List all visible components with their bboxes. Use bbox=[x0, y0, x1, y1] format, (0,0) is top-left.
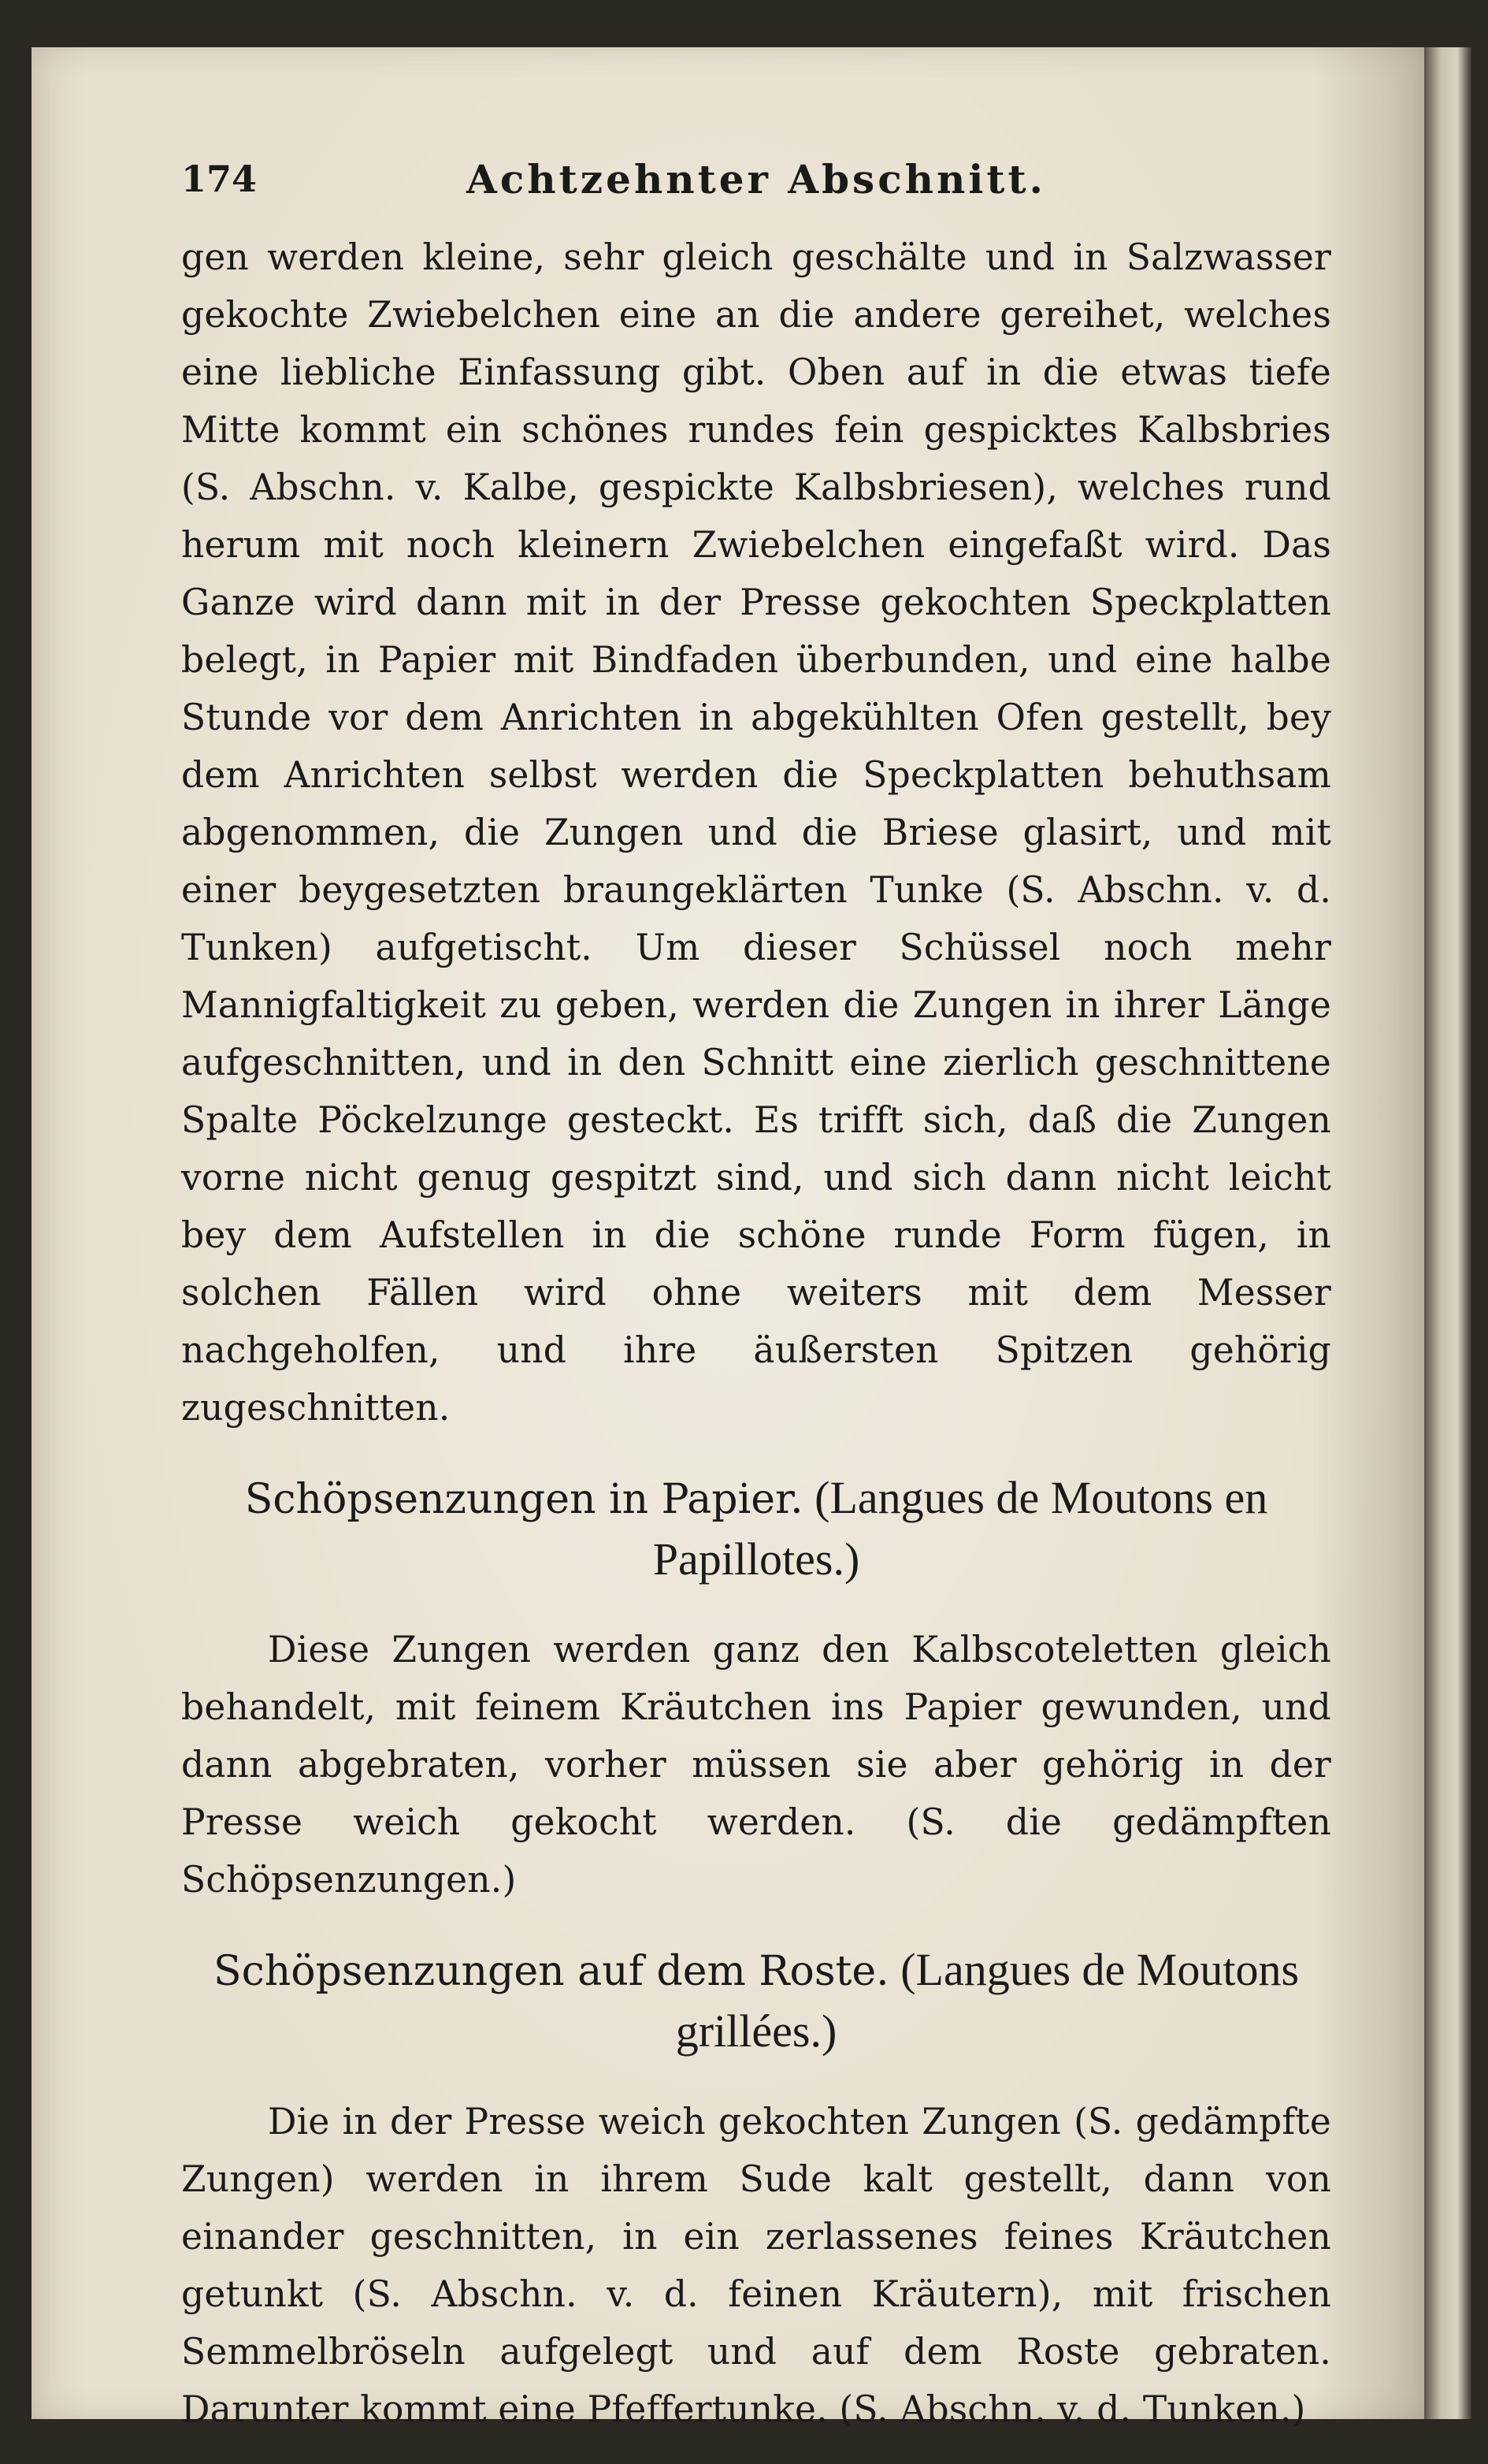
paragraph-papillotes: Diese Zungen werden ganz den Kalbscoteletten gleich behandelt, mit feinem Kräutchen ins Papier gewunden, und dann abgebraten, vorher müssen sie aber gehörig in der Presse weich gekocht werden. (S. die gedämpften Schöpsenzungen.) bbox=[181, 1629, 1331, 1901]
heading-french: (Langues de Moutons en Papillotes.) bbox=[652, 1472, 1268, 1585]
heading-german: Schöpsenzungen in Papier. bbox=[244, 1476, 803, 1523]
page-number: 174 bbox=[181, 158, 258, 200]
page-content bbox=[181, 150, 1331, 2438]
paragraph-continued: gen werden kleine, sehr gleich geschälte und in Salzwasser gekochte Zwiebelchen eine an die andere gereihet, welches eine liebliche Einfassung gibt. Oben auf in die etwas tiefe Mitte kommt ein schönes rundes fein gespicktes Kalbsbries (S. Abschn. v. Kalbe, gespickte Kalbsbriesen), welches rund herum mit noch kleinern Zwiebelchen eingefaßt wird. Das Ganze wird dann mit in der Presse gekochten Speckplatten belegt, in Papier mit Bindfaden überbunden, und eine halbe Stunde vor dem Anrichten in abgekühlten Ofen gestellt, bey dem Anrichten selbst werden die Speckplatten behuthsam abgenommen, die Zungen und die Briese glasirt, und mit einer beygesetzten braungeklärten Tunke (S. Abschn. v. d. Tunken) aufgetischt. Um dieser Schüssel noch mehr Mannigfaltigkeit zu geben, werden die Zungen in ihrer Länge aufgeschnitten, und in den Schnitt eine zierlich geschnittene Spalte Pöckelzunge gesteckt. Es trifft sich, daß die Zungen vorne nicht genug gespitzt sind, und sich dann nicht leicht bey dem Aufstellen in die schöne runde Form fügen, in solchen Fällen wird ohne weiters mit dem Messer nachgeholfen, und ihre äußersten Spitzen gehörig zugeschnitten. bbox=[181, 236, 1331, 1429]
heading-french: (Langues de Moutons grillées.) bbox=[675, 1944, 1300, 2057]
adjacent-page-edge bbox=[1424, 47, 1471, 2419]
running-head bbox=[181, 150, 1331, 229]
section-heading-papillotes bbox=[181, 1468, 1331, 1589]
section-heading-grillees bbox=[181, 1940, 1331, 2061]
heading-german: Schöpsenzungen auf dem Roste. bbox=[213, 1948, 889, 1995]
paragraph-grillees: Die in der Presse weich gekochten Zungen (S. gedämpfte Zungen) werden in ihrem Sude kalt gestellt, dann von einander geschnitten, in ein zerlassenes feines Kräutchen getunkt (S. Abschn. v. d. feinen Kräutern), mit frischen Semmelbröseln aufgelegt und auf dem Roste gebraten. Darunter kommt eine Pfeffertunke. (S. Abschn. v. d. Tunken.) bbox=[181, 2101, 1331, 2430]
chapter-title: Achtzehnter Abschnitt. bbox=[466, 156, 1046, 203]
